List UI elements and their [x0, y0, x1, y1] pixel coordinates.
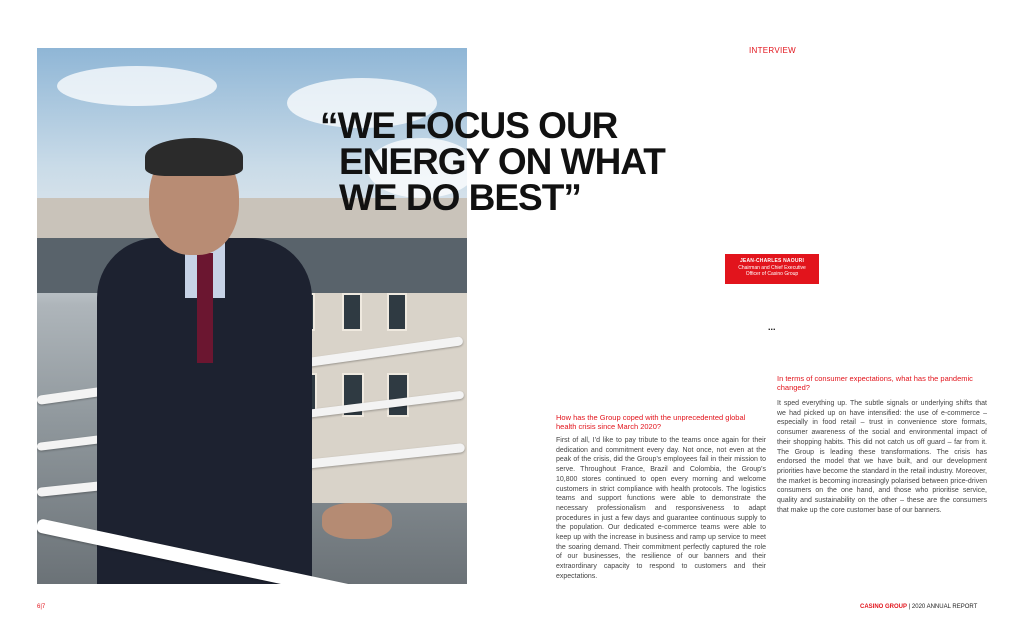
report-footer	[860, 604, 977, 610]
cloud-shape	[57, 66, 217, 106]
question-2: In terms of consumer expectations, what has the pandemic changed?	[777, 374, 973, 392]
ellipsis-mark: ...	[768, 322, 776, 332]
person-hand	[322, 503, 392, 539]
speaker-badge	[725, 254, 819, 284]
person-hair	[145, 138, 243, 176]
headline-quote	[320, 105, 740, 218]
window-shape	[387, 373, 409, 417]
headline-line: WE DO BEST”	[339, 177, 581, 218]
window-shape	[387, 293, 407, 331]
window-shape	[342, 293, 362, 331]
headline-line: “WE FOCUS OUR	[320, 105, 618, 146]
footer-brand: CASINO GROUP	[860, 604, 908, 610]
answer-1: First of all, I’d like to pay tribute to the teams once again for their dedication and commitment every day. Not once, not even at the peak of the crisis, did the Group’s employees fail in their mission to serve. Throughout France, Brazil and Colombia, the Group’s 10,800 stores continued to open every morning and welcome customers in strict compliance with health protocols. The logistics teams and support functions were able to demonstrate the necessary professionalism and responsiveness to adapt procedures in just a few days and guarantee continuous supply to the population. Our dedicated e-commerce teams were able to keep up with the increase in business and ramp up service to meet the soaring demand. Their commitment perfectly captured the role of our businesses, the resilience of our banners and their extraordinary capacity to respond to customers and their expectations.	[556, 437, 766, 580]
answer-2: It sped everything up. The subtle signals or underlying shifts that we had picked up on have intensified: the use of e-commerce – especially in food retail – trust in convenience store formats, consumer awareness of the social and environmental impact of their shopping habits. This did not catch us off guard – far from it. The Group is leading these transformations. The crisis has endorsed the model that we have built, and our development priorities have become the standard in the retail industry. Moreover, the market is becoming increasingly polarised between price-driven consumers on the one hand, and those who prioritise service, quality and sustainability on the other – these are the consumers that make up the core customer base of our banners.	[777, 400, 987, 514]
headline-line: ENERGY ON WHAT	[339, 141, 665, 182]
footer-report-title: | 2020 ANNUAL REPORT	[907, 604, 978, 610]
speaker-role: Chairman and Chief Executive	[738, 265, 806, 271]
speaker-role: Officer of Casino Group	[745, 271, 799, 277]
speaker-name: JEAN-CHARLES NAOURI	[739, 258, 805, 264]
page-number: 6|7	[37, 604, 46, 610]
question-1: How has the Group coped with the unprecedented global health crisis since March 2020?	[556, 413, 746, 431]
person-tie	[197, 253, 213, 363]
section-label: INTERVIEW	[749, 46, 797, 55]
